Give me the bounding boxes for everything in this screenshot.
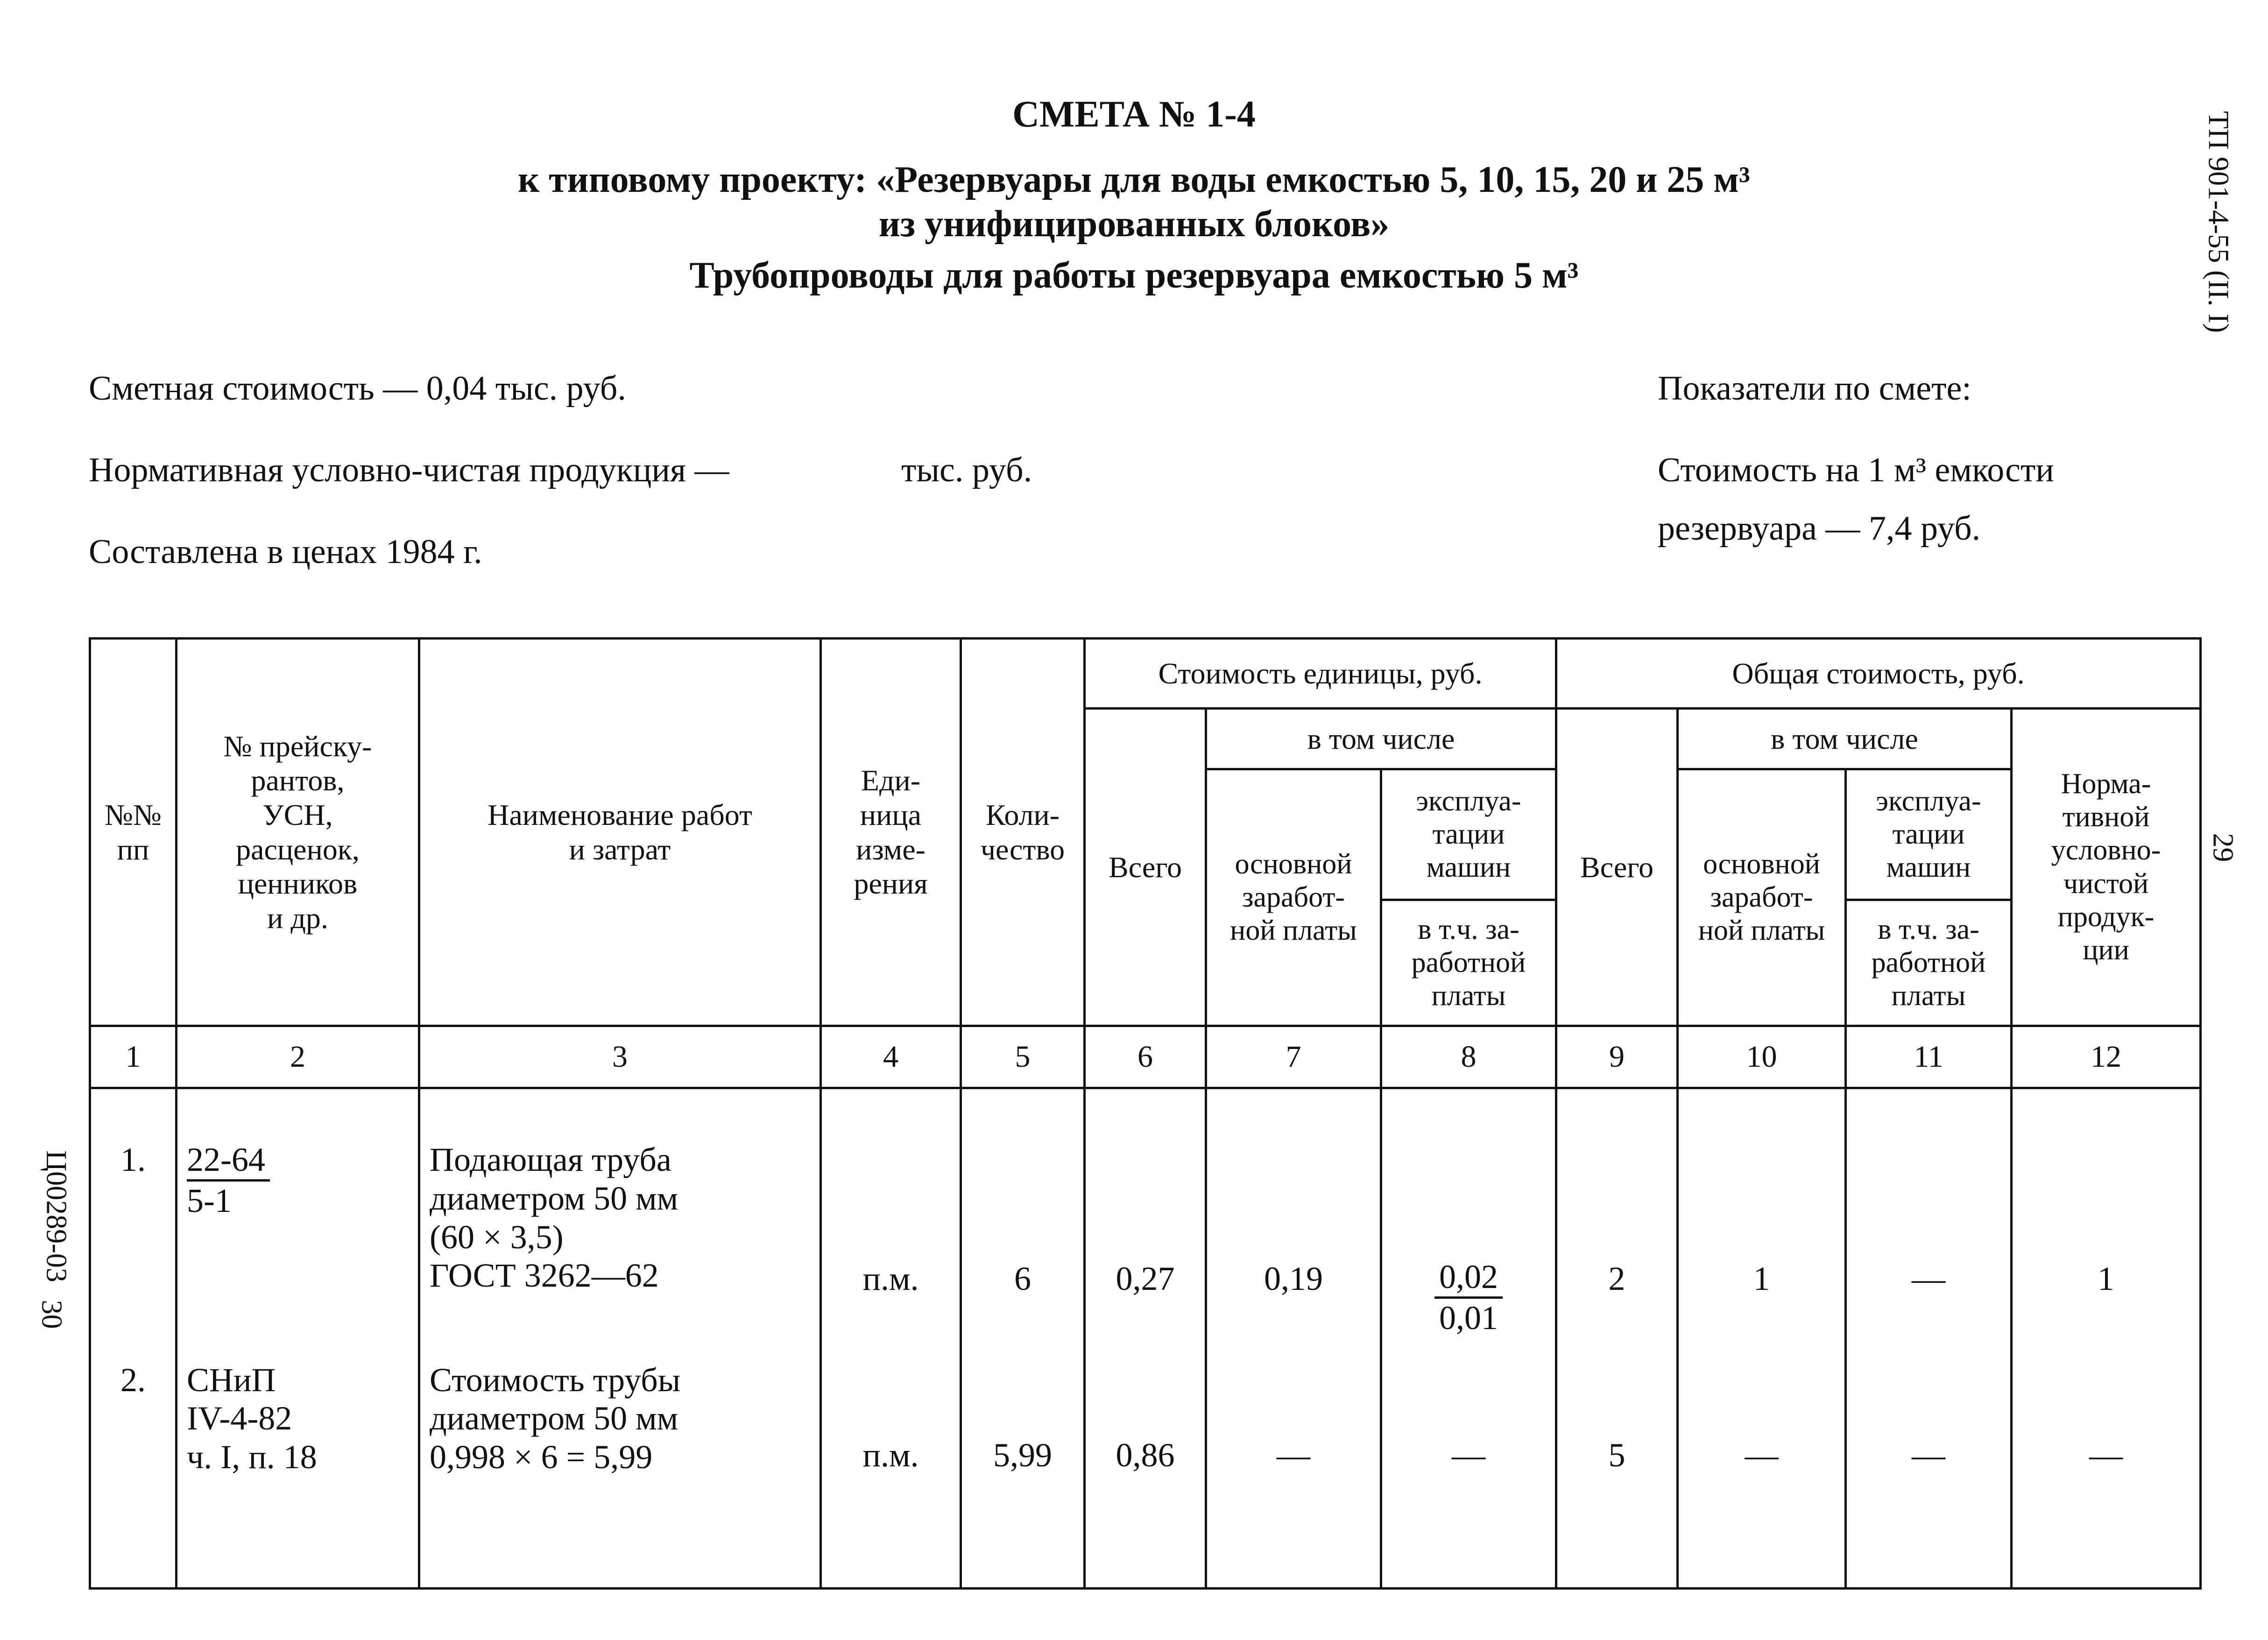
section-title: Трубопроводы для работы резервуара емкостью 5 м³: [689, 255, 1579, 296]
header-total-base-wage: основной заработ- ной платы: [1678, 769, 1846, 1026]
page-number-left: 30: [35, 1300, 68, 1329]
row-num: 1.: [90, 1088, 177, 1359]
row-unit-wage: 0,19: [1206, 1088, 1381, 1359]
row-unit-wage: —: [1206, 1359, 1381, 1589]
prices-year: Составлена в ценах 1984 г.: [89, 533, 482, 571]
estimate-title: СМЕТА № 1-4: [1012, 94, 1256, 135]
header-total-machine: эксплуа- тации машин: [1846, 769, 2012, 900]
row-qty: 6: [961, 1088, 1085, 1359]
row-name: Стоимость трубы диаметром 50 мм 0,998 × 6 = 5,99: [419, 1359, 821, 1589]
header-pricelist: № прейску- рантов, УСН, расценок, ценников и др.: [177, 639, 419, 1026]
header-name: Наименование работ и затрат: [419, 639, 821, 1026]
header-unit-machine-wage: в т.ч. за- работной платы: [1381, 900, 1556, 1026]
col-number: 7: [1206, 1026, 1381, 1088]
col-number: 11: [1846, 1026, 2012, 1088]
table-row: [90, 1088, 2201, 1359]
col-number: 4: [821, 1026, 961, 1088]
indicator-line1: Стоимость на 1 м³ емкости: [1658, 451, 2054, 489]
estimated-cost: Сметная стоимость — 0,04 тыс. руб.: [89, 369, 626, 408]
row-code-bottom: 5-1: [187, 1182, 232, 1219]
header-total-total: Всего: [1556, 709, 1678, 1026]
row-total-machine: —: [1846, 1088, 2012, 1359]
header-unit-base-wage: основной заработ- ной платы: [1206, 769, 1381, 1026]
col-number: 1: [90, 1026, 177, 1088]
col-number: 10: [1678, 1026, 1846, 1088]
row-unit-total: 0,86: [1085, 1359, 1206, 1589]
row-code: [177, 1088, 419, 1359]
col-number: 2: [177, 1026, 419, 1088]
col-number: 3: [419, 1026, 821, 1088]
header-unit-machine: эксплуа- тации машин: [1381, 769, 1556, 900]
header-total-cost-group: Общая стоимость, руб.: [1556, 639, 2201, 709]
row-unit-machine: —: [1381, 1359, 1556, 1589]
col-number: 6: [1085, 1026, 1206, 1088]
normative-label: Нормативная условно-чистая продукция —: [89, 451, 729, 489]
row-normative: —: [2012, 1359, 2201, 1589]
row-unit-machine: [1381, 1088, 1556, 1359]
header-num: №№ пп: [90, 639, 177, 1026]
header-unit: Еди- ница изме- рения: [821, 639, 961, 1026]
row-total-wage: 1: [1678, 1088, 1846, 1359]
header-qty: Коли- чество: [961, 639, 1085, 1026]
row-unit-machine-value: 0,02: [1434, 1258, 1503, 1299]
page-number-right: 29: [2207, 833, 2239, 862]
row-num: 2.: [90, 1359, 177, 1589]
row-total-wage: —: [1678, 1359, 1846, 1589]
row-unit: п.м.: [821, 1088, 961, 1359]
row-total-machine: —: [1846, 1359, 2012, 1589]
header-unit-total: Всего: [1085, 709, 1206, 1026]
project-code-mark: ТП 901-4-55 (II. I): [2202, 111, 2234, 333]
header-normative: Норма- тивной условно- чистой продук- ции: [2012, 709, 2201, 1026]
table-row: [90, 1359, 2201, 1589]
project-subtitle-line2: из унифицированных блоков»: [878, 204, 1390, 245]
row-unit-machine-wage-value: 0,01: [1439, 1299, 1498, 1337]
row-name: Подающая труба диаметром 50 мм (60 × 3,5) ГОСТ 3262—62: [419, 1088, 821, 1359]
normative-unit: тыс. руб.: [901, 451, 1032, 489]
header-unit-cost-group: Стоимость единицы, руб.: [1085, 639, 1556, 709]
indicator-line2: резервуара — 7,4 руб.: [1658, 509, 1981, 548]
col-number: 5: [961, 1026, 1085, 1088]
col-number: 8: [1381, 1026, 1556, 1088]
row-unit-total: 0,27: [1085, 1088, 1206, 1359]
row-code-top: 22-64: [187, 1140, 270, 1182]
col-number: 9: [1556, 1026, 1678, 1088]
col-number: 12: [2012, 1026, 2201, 1088]
row-code: СНиП IV-4-82 ч. I, п. 18: [177, 1359, 419, 1589]
doc-code-mark: Ц00289-03: [40, 1150, 72, 1282]
estimate-table: [89, 637, 2202, 1590]
header-total-including: в том числе: [1678, 709, 2012, 769]
indicators-title: Показатели по смете:: [1658, 369, 1971, 408]
row-unit: п.м.: [821, 1359, 961, 1589]
project-subtitle-line1: к типовому проекту: «Резервуары для воды емкостью 5, 10, 15, 20 и 25 м³: [518, 159, 1750, 200]
row-qty: 5,99: [961, 1359, 1085, 1589]
row-normative: 1: [2012, 1088, 2201, 1359]
row-total: 5: [1556, 1359, 1678, 1589]
header-unit-including: в том числе: [1206, 709, 1556, 769]
row-total: 2: [1556, 1088, 1678, 1359]
header-total-machine-wage: в т.ч. за- работной платы: [1846, 900, 2012, 1026]
